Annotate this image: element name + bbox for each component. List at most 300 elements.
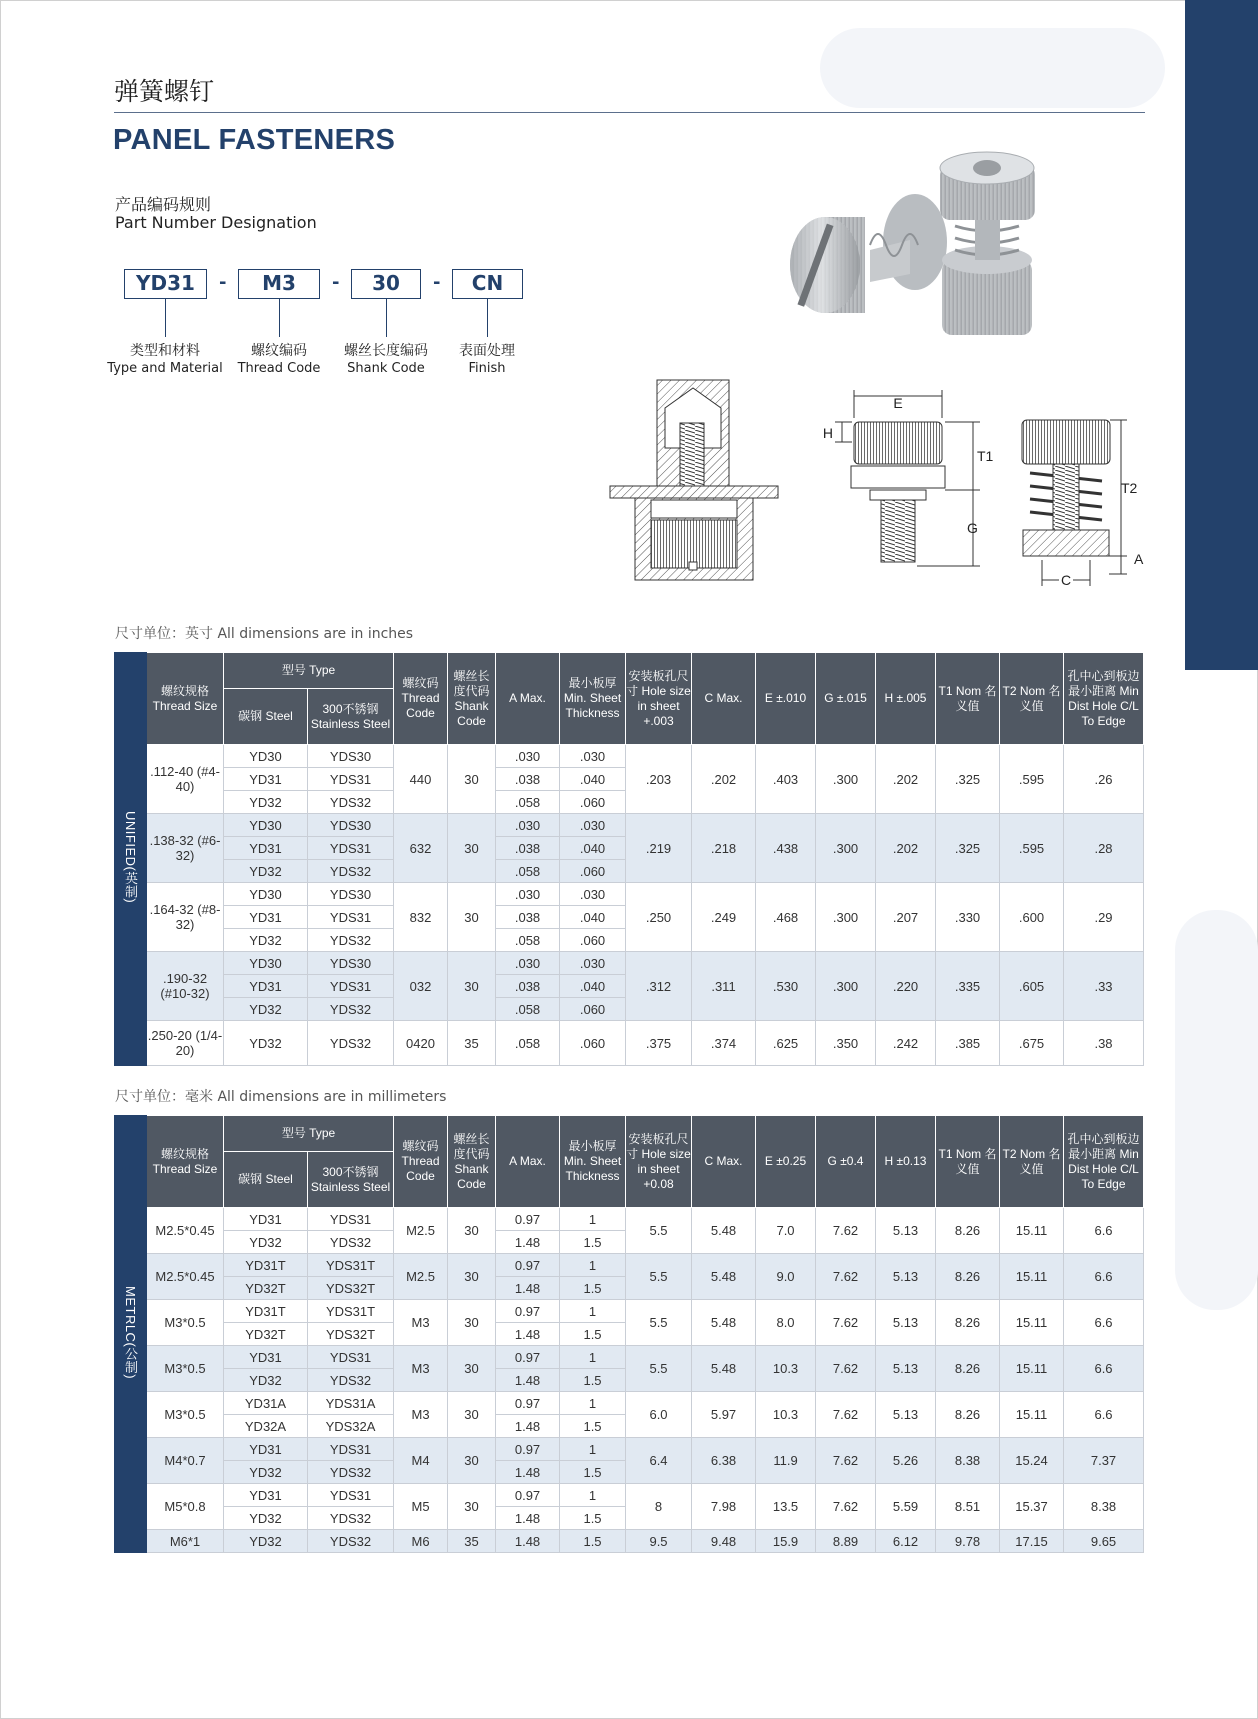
cell-t1: .335 [936,952,1000,1021]
cell-min-dist: .28 [1064,814,1144,883]
cell-hole-size: 6.4 [626,1438,692,1484]
table-row [115,952,1144,975]
code-separator: - [219,272,227,293]
cell-g: .300 [816,745,876,814]
cell-thread-code: M6 [394,1530,448,1553]
cell-hole-size: .250 [626,883,692,952]
cell-thread-code: 0420 [394,1021,448,1066]
cell-c-max: 5.48 [692,1300,756,1346]
cell-a-max: .038 [496,837,560,860]
cell-e: 15.9 [756,1530,816,1553]
header-hole-size: 安装板孔尺寸 Hole size in sheet +0.08 [626,1116,692,1208]
cell-t2: 17.15 [1000,1530,1064,1553]
cell-thread-code: M4 [394,1438,448,1484]
dim-label-t2: T2 [1121,480,1138,496]
cell-h: .202 [876,745,936,814]
header-steel: 碳钢 Steel [224,1152,308,1208]
header-stainless: 300不锈钢 Stainless Steel [308,1152,394,1208]
cell-a-max: 1.48 [496,1461,560,1484]
cell-thread-code: M5 [394,1484,448,1530]
cell-e: .530 [756,952,816,1021]
cell-shank-code: 35 [448,1530,496,1553]
cell-hole-size: .219 [626,814,692,883]
cell-shank-code: 30 [448,1346,496,1392]
cell-t2: 15.11 [1000,1392,1064,1438]
product-photo [750,150,1060,340]
header-thread-size: 螺纹规格 Thread Size [147,1116,224,1208]
cell-stainless: YDS32T [308,1323,394,1346]
cell-stainless: YDS32 [308,929,394,952]
header-type: 型号 Type [224,653,394,689]
dim-label-a: A [1134,551,1144,567]
table-row [115,1438,1144,1461]
cell-stainless: YDS32T [308,1277,394,1300]
header-t2: T2 Nom 名义值 [1000,1116,1064,1208]
cell-stainless: YDS30 [308,814,394,837]
table-row [115,1346,1144,1369]
cell-steel: YD32 [224,1021,308,1066]
cell-t1: .325 [936,814,1000,883]
cell-h: 5.59 [876,1484,936,1530]
cell-a-max: .038 [496,768,560,791]
table-row [115,1021,1144,1066]
spec-table-inches [114,652,1144,1066]
cell-steel: YD30 [224,814,308,837]
cell-stainless: YDS31 [308,1346,394,1369]
header-shank-code: 螺丝长度代码 Shank Code [448,1116,496,1208]
cell-min-sheet: 1.5 [560,1323,626,1346]
cell-t2: .595 [1000,745,1064,814]
cell-e: .403 [756,745,816,814]
cell-a-max: 0.97 [496,1300,560,1323]
cell-a-max: 0.97 [496,1392,560,1415]
cell-thread-code: 632 [394,814,448,883]
cell-steel: YD32 [224,791,308,814]
cell-stainless: YDS30 [308,745,394,768]
cell-min-sheet: 1.5 [560,1507,626,1530]
cell-min-sheet: .030 [560,814,626,837]
cell-min-sheet: .040 [560,768,626,791]
table-row [115,1484,1144,1507]
code-box-thread: M3 [238,269,320,299]
cell-stainless: YDS31T [308,1254,394,1277]
header-a-max: A Max. [496,1116,560,1208]
cell-g: 7.62 [816,1208,876,1254]
cell-steel: YD32 [224,1507,308,1530]
designation-heading-cn: 产品编码规则 [115,195,212,214]
cell-c-max: 9.48 [692,1530,756,1553]
cell-g: 7.62 [816,1346,876,1392]
cell-thread-size: M5*0.8 [147,1484,224,1530]
cell-min-dist: 9.65 [1064,1530,1144,1553]
cell-min-dist: 6.6 [1064,1254,1144,1300]
cell-min-sheet: .030 [560,952,626,975]
header-h: H ±.005 [876,653,936,745]
code-connector [487,299,488,337]
cell-stainless: YDS32 [308,860,394,883]
cell-g: 7.62 [816,1254,876,1300]
cell-hole-size: .312 [626,952,692,1021]
cell-a-max: .030 [496,883,560,906]
cell-t1: .330 [936,883,1000,952]
cell-shank-code: 30 [448,1392,496,1438]
header-shank-code: 螺丝长度代码 Shank Code [448,653,496,745]
system-label-text: METRLC(公制) [123,1285,138,1380]
cell-min-dist: 6.6 [1064,1392,1144,1438]
cell-steel: YD31 [224,1484,308,1507]
cell-min-dist: 7.37 [1064,1438,1144,1484]
cell-steel: YD31A [224,1392,308,1415]
code-box-finish: CN [452,269,523,299]
cell-thread-size: .164-32 (#8-32) [147,883,224,952]
cell-min-sheet: 1 [560,1346,626,1369]
header-hole-size: 安装板孔尺寸 Hole size in sheet +.003 [626,653,692,745]
cell-hole-size: .375 [626,1021,692,1066]
cell-stainless: YDS32 [308,791,394,814]
cell-c-max: .202 [692,745,756,814]
cell-c-max: 5.48 [692,1346,756,1392]
cell-stainless: YDS31A [308,1392,394,1415]
cell-steel: YD32A [224,1415,308,1438]
cell-min-sheet: .060 [560,791,626,814]
cell-a-max: 0.97 [496,1346,560,1369]
cell-c-max: .311 [692,952,756,1021]
cell-c-max: 7.98 [692,1484,756,1530]
cell-a-max: 0.97 [496,1438,560,1461]
cell-a-max: .058 [496,860,560,883]
code-connector [279,299,280,337]
cell-a-max: .058 [496,998,560,1021]
cell-min-sheet: .030 [560,745,626,768]
cell-g: 7.62 [816,1484,876,1530]
side-view [823,390,994,566]
cell-t1: 8.26 [936,1254,1000,1300]
decorative-shape [820,28,1165,108]
cell-stainless: YDS30 [308,883,394,906]
header-g: G ±0.4 [816,1116,876,1208]
header-stainless: 300不锈钢 Stainless Steel [308,689,394,745]
cell-c-max: .249 [692,883,756,952]
cell-min-sheet: 1 [560,1300,626,1323]
cell-shank-code: 30 [448,814,496,883]
cell-e: 9.0 [756,1254,816,1300]
header-min-sheet: 最小板厚 Min. Sheet Thickness [560,1116,626,1208]
cell-h: 5.13 [876,1392,936,1438]
cell-e: 13.5 [756,1484,816,1530]
cell-a-max: 1.48 [496,1415,560,1438]
cell-g: 7.62 [816,1438,876,1484]
header-thread-size: 螺纹规格 Thread Size [147,653,224,745]
table-row [115,1300,1144,1323]
cell-a-max: .030 [496,745,560,768]
cell-g: 7.62 [816,1300,876,1346]
cell-min-sheet: .060 [560,929,626,952]
cell-h: 5.13 [876,1300,936,1346]
title-divider [114,112,1145,113]
side-accent-bar [1185,0,1258,670]
cell-steel: YD31 [224,1208,308,1231]
cell-min-sheet: 1.5 [560,1277,626,1300]
cell-a-max: 1.48 [496,1507,560,1530]
cell-shank-code: 30 [448,952,496,1021]
cell-min-dist: .29 [1064,883,1144,952]
code-label-type: 类型和材料 Type and Material [107,343,223,376]
cell-h: 5.13 [876,1208,936,1254]
cell-stainless: YDS31 [308,768,394,791]
cell-steel: YD30 [224,952,308,975]
header-thread-code: 螺纹码 Thread Code [394,1116,448,1208]
cell-thread-code: M3 [394,1392,448,1438]
cell-min-sheet: 1 [560,1438,626,1461]
code-label-thread: 螺纹编码 Thread Code [237,343,321,376]
cell-shank-code: 30 [448,1438,496,1484]
cell-a-max: .058 [496,929,560,952]
cell-thread-size: .112-40 (#4-40) [147,745,224,814]
system-label [115,653,147,1066]
cell-shank-code: 30 [448,1300,496,1346]
cell-min-sheet: .040 [560,837,626,860]
dim-label-t1: T1 [977,448,994,464]
cell-a-max: .030 [496,952,560,975]
system-label [115,1116,147,1553]
cell-min-sheet: 1.5 [560,1231,626,1254]
cell-t1: .325 [936,745,1000,814]
cell-t2: 15.11 [1000,1254,1064,1300]
cell-t2: .675 [1000,1021,1064,1066]
cell-stainless: YDS31 [308,975,394,998]
header-a-max: A Max. [496,653,560,745]
cell-g: .350 [816,1021,876,1066]
cell-min-sheet: .060 [560,1021,626,1066]
designation-heading: Part Number Designation [115,213,317,232]
cell-steel: YD31T [224,1300,308,1323]
header-thread-code: 螺纹码 Thread Code [394,653,448,745]
cell-a-max: 0.97 [496,1484,560,1507]
dim-label-g: G [967,520,978,536]
cell-min-dist: .38 [1064,1021,1144,1066]
cell-hole-size: 8 [626,1484,692,1530]
table-row [115,1208,1144,1231]
cell-hole-size: 5.5 [626,1346,692,1392]
cell-min-sheet: .030 [560,883,626,906]
cell-steel: YD32 [224,860,308,883]
cell-t2: 15.24 [1000,1438,1064,1484]
cell-thread-size: M2.5*0.45 [147,1254,224,1300]
cell-h: 5.13 [876,1346,936,1392]
cell-thread-size: M2.5*0.45 [147,1208,224,1254]
cell-shank-code: 30 [448,1208,496,1254]
cell-c-max: 6.38 [692,1438,756,1484]
code-separator: - [332,272,340,293]
page-title-cn: 弹簧螺钉 [114,77,215,106]
cell-t1: 8.26 [936,1392,1000,1438]
cell-g: .300 [816,814,876,883]
cell-shank-code: 30 [448,1254,496,1300]
cell-stainless: YDS32A [308,1415,394,1438]
cell-e: 7.0 [756,1208,816,1254]
cell-stainless: YDS32 [308,1507,394,1530]
cell-e: .468 [756,883,816,952]
cell-steel: YD32T [224,1323,308,1346]
cell-t2: .595 [1000,814,1064,883]
header-e: E ±.010 [756,653,816,745]
cell-thread-code: M3 [394,1300,448,1346]
cell-min-sheet: 1 [560,1484,626,1507]
cell-stainless: YDS31 [308,837,394,860]
cell-e: 10.3 [756,1346,816,1392]
cell-hole-size: 6.0 [626,1392,692,1438]
cell-min-sheet: 1 [560,1254,626,1277]
cell-steel: YD30 [224,745,308,768]
cell-t1: 8.38 [936,1438,1000,1484]
cell-steel: YD31 [224,1438,308,1461]
code-separator: - [433,272,441,293]
cell-steel: YD31 [224,768,308,791]
cell-min-sheet: .040 [560,906,626,929]
header-type: 型号 Type [224,1116,394,1152]
cell-steel: YD31 [224,975,308,998]
cell-thread-size: M6*1 [147,1530,224,1553]
cell-c-max: .218 [692,814,756,883]
code-label-shank: 螺丝长度编码 Shank Code [344,343,428,376]
cell-h: 5.26 [876,1438,936,1484]
cell-steel: YD32 [224,1530,308,1553]
cell-steel: YD32 [224,1461,308,1484]
cell-g: .300 [816,883,876,952]
dim-label-e: E [893,395,903,411]
table-row [115,883,1144,906]
cell-c-max: .374 [692,1021,756,1066]
cell-steel: YD32 [224,998,308,1021]
cell-min-sheet: 1.5 [560,1461,626,1484]
cell-hole-size: .203 [626,745,692,814]
dim-label-h: H [822,425,833,441]
cell-shank-code: 30 [448,1484,496,1530]
cell-min-sheet: 1.5 [560,1369,626,1392]
cell-min-sheet: 1 [560,1208,626,1231]
cell-hole-size: 9.5 [626,1530,692,1553]
cell-min-dist: .33 [1064,952,1144,1021]
cell-a-max: 1.48 [496,1277,560,1300]
cell-steel: YD32T [224,1277,308,1300]
cell-g: 7.62 [816,1392,876,1438]
header-g: G ±.015 [816,653,876,745]
header-c-max: C Max. [692,1116,756,1208]
cell-hole-size: 5.5 [626,1254,692,1300]
cell-steel: YD32 [224,1369,308,1392]
header-min-dist: 孔中心到板边最小距离 Min Dist Hole C/L To Edge [1064,653,1144,745]
cell-min-sheet: 1.5 [560,1530,626,1553]
cell-a-max: .058 [496,1021,560,1066]
code-label-finish: 表面处理 Finish [459,343,515,376]
cell-a-max: .038 [496,975,560,998]
decorative-shape [1175,910,1258,1310]
header-min-dist: 孔中心到板边最小距离 Min Dist Hole C/L To Edge [1064,1116,1144,1208]
cell-thread-size: M3*0.5 [147,1346,224,1392]
cell-min-sheet: 1.5 [560,1415,626,1438]
section-view [610,380,778,580]
cell-h: .202 [876,814,936,883]
unit-label-inches: 尺寸单位：英寸 All dimensions are in inches [115,626,414,642]
cell-t1: 8.26 [936,1346,1000,1392]
cell-thread-size: M4*0.7 [147,1438,224,1484]
cell-t2: .600 [1000,883,1064,952]
cell-a-max: 0.97 [496,1208,560,1231]
table-row [115,1530,1144,1553]
cell-min-dist: 6.6 [1064,1208,1144,1254]
technical-drawing [605,378,1155,586]
header-min-sheet: 最小板厚 Min. Sheet Thickness [560,653,626,745]
cell-thread-code: 032 [394,952,448,1021]
cell-thread-code: 832 [394,883,448,952]
cell-shank-code: 35 [448,1021,496,1066]
cell-steel: YD31 [224,837,308,860]
cell-e: .625 [756,1021,816,1066]
table-row [115,814,1144,837]
cell-thread-code: M3 [394,1346,448,1392]
header-row [115,653,1144,689]
page-title: PANEL FASTENERS [113,124,396,156]
cell-c-max: 5.97 [692,1392,756,1438]
cell-c-max: 5.48 [692,1254,756,1300]
cell-steel: YD31 [224,906,308,929]
cell-g: .300 [816,952,876,1021]
cell-hole-size: 5.5 [626,1208,692,1254]
cell-min-dist: 6.6 [1064,1346,1144,1392]
unit-label-mm: 尺寸单位：毫米 All dimensions are in millimeters [115,1089,447,1105]
cell-h: .220 [876,952,936,1021]
cell-min-sheet: .060 [560,860,626,883]
cell-stainless: YDS31T [308,1300,394,1323]
cell-a-max: 1.48 [496,1369,560,1392]
cell-min-dist: .26 [1064,745,1144,814]
cell-stainless: YDS31 [308,1208,394,1231]
header-t1: T1 Nom 名义值 [936,1116,1000,1208]
code-box-shank: 30 [351,269,421,299]
cell-steel: YD32 [224,1231,308,1254]
cell-min-dist: 6.6 [1064,1300,1144,1346]
cell-stainless: YDS32 [308,998,394,1021]
cell-stainless: YDS31 [308,1438,394,1461]
table-row [115,1254,1144,1277]
cell-t2: .605 [1000,952,1064,1021]
header-c-max: C Max. [692,653,756,745]
cell-steel: YD31 [224,1346,308,1369]
header-t2: T2 Nom 名义值 [1000,653,1064,745]
cell-thread-code: 440 [394,745,448,814]
cell-min-sheet: .040 [560,975,626,998]
cell-shank-code: 30 [448,883,496,952]
cell-stainless: YDS32 [308,1231,394,1254]
cell-h: 5.13 [876,1254,936,1300]
cell-t2: 15.11 [1000,1208,1064,1254]
cell-min-sheet: 1 [560,1392,626,1415]
spring-view [1022,420,1144,586]
cell-thread-size: M3*0.5 [147,1392,224,1438]
header-steel: 碳钢 Steel [224,689,308,745]
cell-a-max: .030 [496,814,560,837]
cell-stainless: YDS32 [308,1461,394,1484]
table-row [115,1392,1144,1415]
cell-thread-code: M2.5 [394,1254,448,1300]
cell-stainless: YDS32 [308,1021,394,1066]
cell-h: 6.12 [876,1530,936,1553]
header-h: H ±0.13 [876,1116,936,1208]
spec-table-mm [114,1115,1144,1553]
cell-e: .438 [756,814,816,883]
cell-t2: 15.37 [1000,1484,1064,1530]
cell-a-max: 1.48 [496,1530,560,1553]
